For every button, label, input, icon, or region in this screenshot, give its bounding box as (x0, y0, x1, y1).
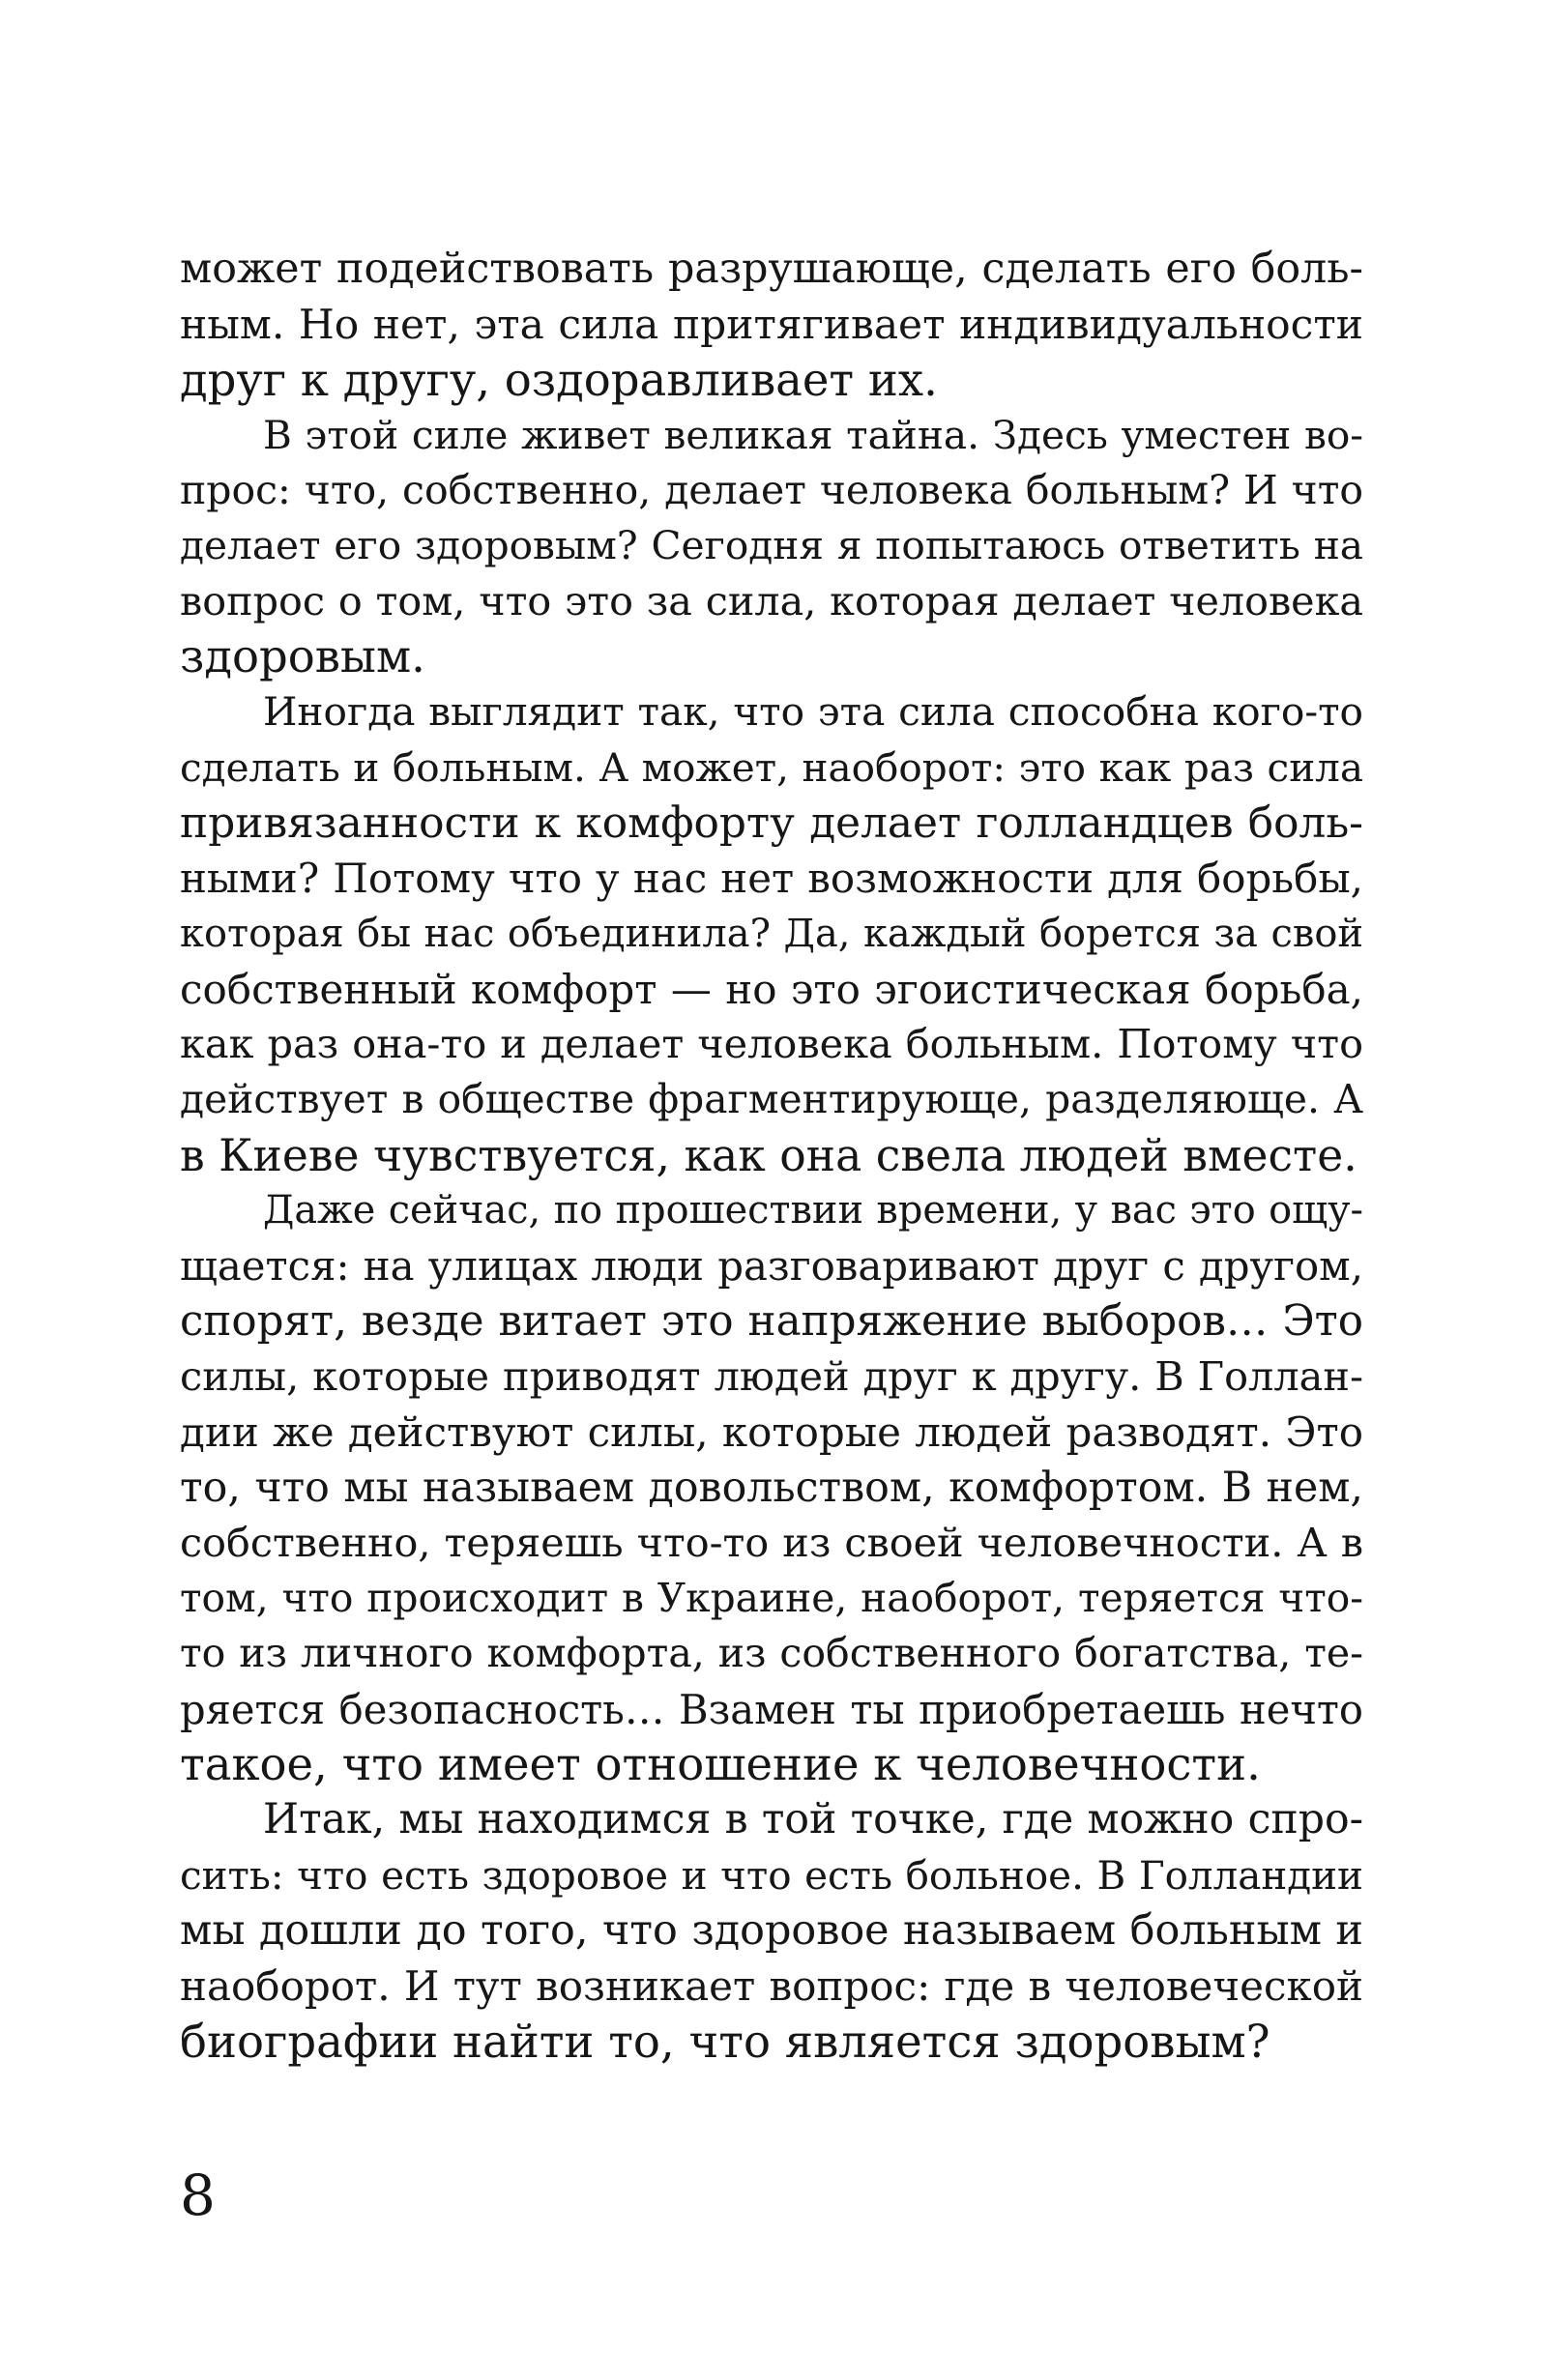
text-line: которая бы нас объединила? Да, каждый борется за свой (180, 911, 1363, 956)
text-line: силы, которые приводят людей друг к другу. В Голлан- (180, 1352, 1363, 1400)
text-line: ным. Но нет, эта сила притягивает индивидуальности (180, 301, 1363, 349)
text-line: вопрос о том, что это за сила, которая делает человека (180, 577, 1363, 624)
text-line: ряется безопасность… Взамен ты приобретаешь нечто (180, 1685, 1363, 1733)
text-line: ными? Потому что у нас нет возможности для борьбы, (180, 855, 1363, 903)
text-line: спорят, везде витает это напряжение выборов… Это (180, 1296, 1363, 1346)
text-line: собственный комфорт — но это эгоистическая борьба, (180, 965, 1363, 1013)
text-line: собственно, теряешь что-то из своей человечности. А в (180, 1519, 1363, 1566)
text-line: привязанности к комфорту делает голландцев боль- (180, 798, 1363, 848)
text-line: действует в обществе фрагментирующе, разделяюще. А (180, 1076, 1363, 1123)
body-text (180, 242, 1363, 2070)
page-number: 8 (180, 2162, 216, 2228)
text-line: как раз она-то и делает человека больным. Потому что (180, 1021, 1363, 1068)
text-line: делает его здоровым? Сегодня я попытаюсь ответить на (180, 522, 1363, 569)
text-line: щается: на улицах люди разговаривают друг с другом, (180, 1242, 1363, 1291)
text-line: сить: что есть здоровое и что есть больное. В Голландии (180, 1851, 1363, 1899)
text-line: то из личного комфорта, из собственного богатства, те- (180, 1630, 1363, 1677)
text-line: такое, что имеет отношение к человечности. (180, 1738, 1261, 1791)
text-line: том, что происходит в Украине, наоборот, теряется что- (180, 1575, 1363, 1622)
text-line: Иногда выглядит так, что эта сила способна кого-то (263, 688, 1363, 736)
text-line: В этой силе живет великая тайна. Здесь уместен во- (263, 411, 1363, 458)
text-line: может подействовать разрушающе, сделать его боль- (180, 245, 1363, 293)
text-line: биографии найти то, что является здоровым? (180, 2015, 1270, 2068)
text-line: мы дошли до того, что здоровое называем больным и (180, 1905, 1363, 1955)
text-line: наоборот. И тут возникает вопрос: где в человеческой (180, 1962, 1363, 2011)
text-line: то, что мы называем довольством, комфортом. В нем, (180, 1463, 1363, 1512)
text-line: Итак, мы находимся в той точке, где можно спро- (263, 1795, 1363, 1844)
text-line: прос: что, собственно, делает человека больным? И что (180, 467, 1363, 514)
text-line: друг к другу, оздоравливает их. (180, 353, 938, 406)
text-line: сделать и больным. А может, наоборот: это как раз сила (180, 743, 1363, 791)
text-line: здоровым. (180, 630, 425, 683)
text-line: в Киеве чувствуется, как она свела людей вместе. (180, 1129, 1357, 1181)
text-line: дии же действуют силы, которые людей разводят. Это (180, 1408, 1363, 1457)
text-line: Даже сейчас, по прошествии времени, у вас это ощу- (263, 1188, 1363, 1234)
